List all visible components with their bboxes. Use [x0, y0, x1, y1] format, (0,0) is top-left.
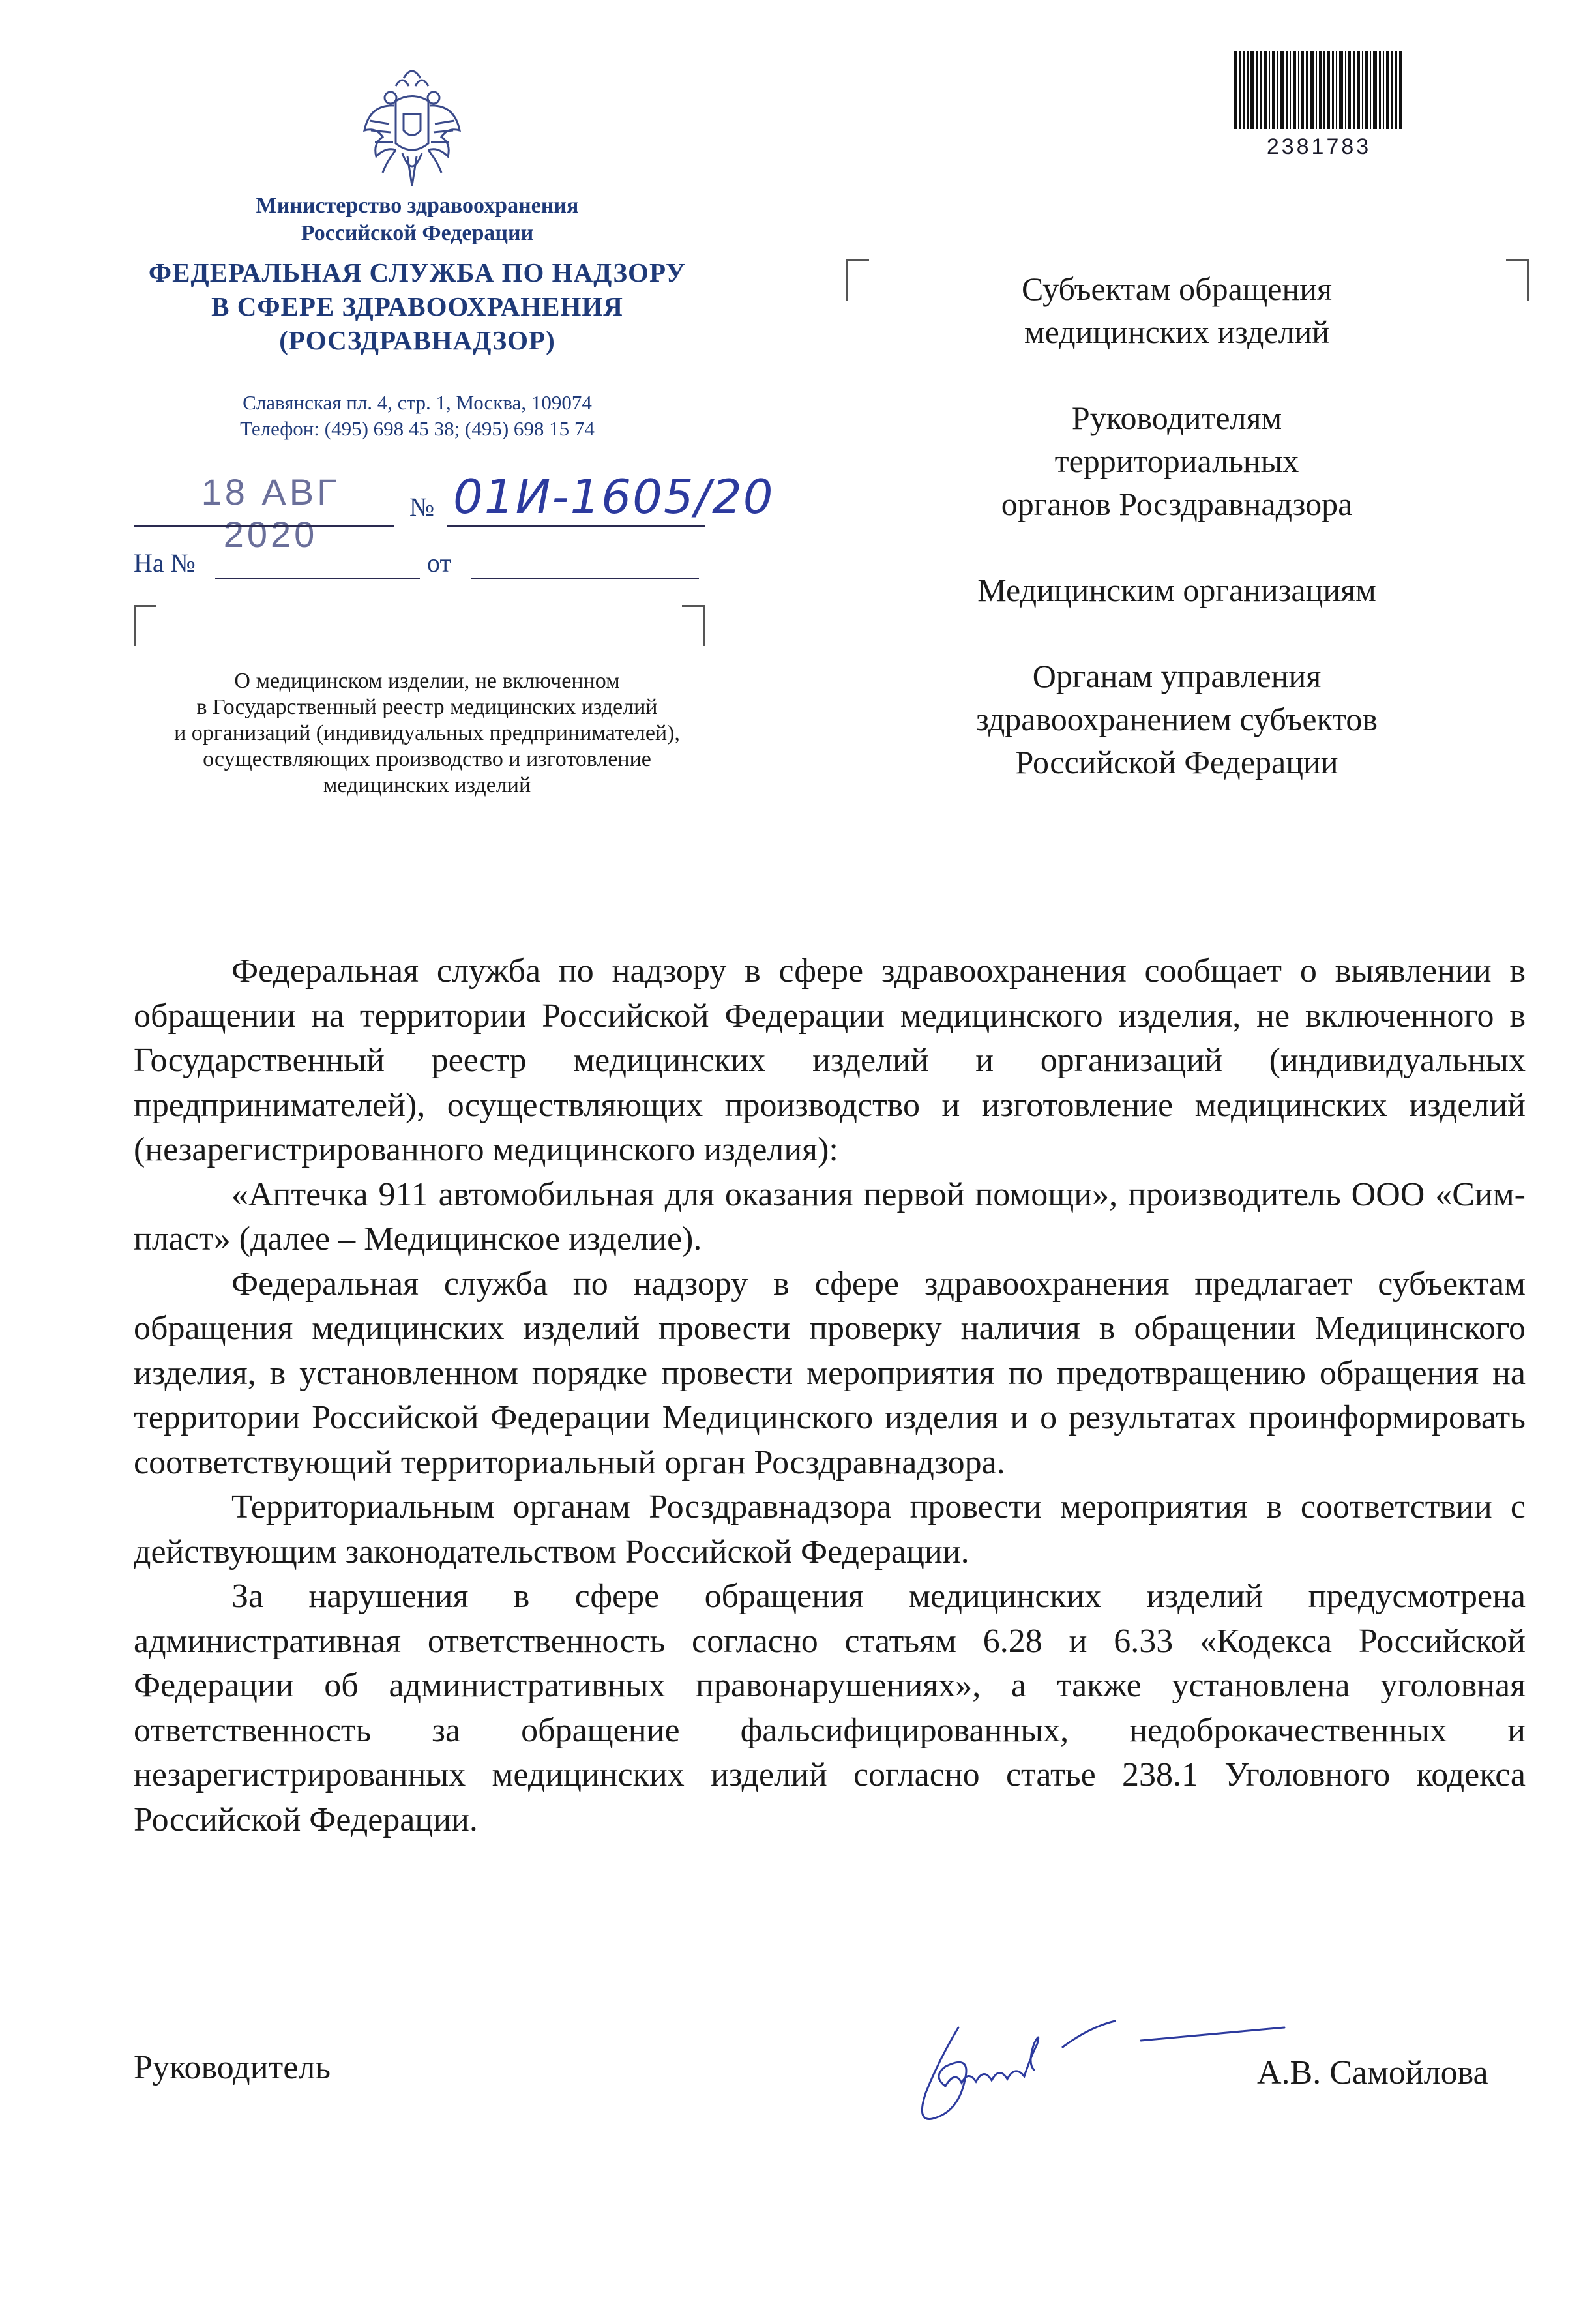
addressee-line: Российской Федерации — [1015, 744, 1338, 780]
addressee-group — [854, 267, 1500, 353]
ministry-line: Министерство здравоохранения — [256, 194, 579, 218]
number-label: № — [409, 492, 435, 522]
addressee-group — [854, 568, 1500, 612]
reply-date-blank — [471, 578, 699, 579]
subject-line: осуществляющих производство и изготовление — [203, 747, 651, 771]
registration-date-stamp: 18 АВГ 2020 — [201, 471, 340, 555]
subject-line: в Государственный реестр медицинских изделий — [196, 695, 658, 719]
barcode-icon — [1234, 51, 1404, 129]
ministry-line: Российской Федерации — [301, 221, 534, 245]
address-line: Телефон: (495) 698 45 38; (495) 698 15 74 — [240, 417, 595, 440]
signatory-name: А.В. Самойлова — [1257, 2054, 1488, 2091]
number-underline — [447, 525, 705, 527]
addressee-line: Субъектам обращения — [1022, 271, 1332, 307]
addressee-line: Медицинским организациям — [977, 572, 1376, 608]
service-line: ФЕДЕРАЛЬНАЯ СЛУЖБА ПО НАДЗОРУ — [148, 258, 687, 288]
addressee-line: территориальных — [1054, 443, 1299, 479]
body-paragraph: Федеральная служба по надзору в сфере здравоохранения сообщает о выявлении в обращении на территории Российской Федерации медицинского изделия, не включенного в Государственный реестр медицинских изделий и организаций (индивидуальных предпринимателей), осуществляющих производство и изготовление медицинских изделий (незарегистрированного медицинского изделия): — [134, 952, 1526, 1168]
subject-corner-left — [134, 605, 156, 646]
handwritten-signature-icon — [867, 2008, 1323, 2138]
addressee-line: Руководителям — [1071, 400, 1282, 436]
addressee-line: здравоохранением субъектов — [975, 701, 1378, 737]
addressee-corner-right — [1506, 259, 1529, 301]
address-line: Славянская пл. 4, стр. 1, Москва, 109074 — [243, 391, 592, 414]
body-paragraph: За нарушения в сфере обращения медицинских изделий предусмотрена административная ответственность согласно статьям 6.28 и 6.33 «Кодекса Российской Федерации об административных правонарушениях», а также установлена уголовная ответственность за обращение фальсифицированных, недоброкачественных и незарегистрированных медицинских изделий согласно статье 238.1 Уголовного кодекса Российской Федерации. — [134, 1578, 1526, 1838]
addressee-line: медицинских изделий — [1024, 314, 1330, 350]
barcode-number: 2381783 — [1266, 134, 1372, 159]
addressee-block — [854, 267, 1500, 827]
body-paragraph: «Аптечка 911 автомобильная для оказания первой помощи», производитель ООО «Сим-пласт» (далее – Медицинское изделие). — [134, 1175, 1526, 1258]
service-line: (РОСЗДРАВНАДЗОР) — [279, 325, 555, 355]
subject-line: О медицинском изделии, не включенном — [234, 669, 620, 693]
coat-of-arms-emblem-icon — [357, 65, 467, 196]
sender-address — [137, 390, 698, 442]
date-underline — [134, 525, 394, 527]
subject-line: и организаций (индивидуальных предпринимателей), — [174, 721, 680, 745]
addressee-line: органов Росздравнадзора — [1001, 486, 1353, 522]
reply-to-number-label: На № — [134, 548, 196, 578]
addressee-line: Органам управления — [1032, 658, 1322, 694]
ministry-name — [130, 192, 704, 247]
reply-from-label: от — [427, 548, 451, 578]
letter-body — [134, 949, 1526, 1842]
body-paragraph: Территориальным органам Росздравнадзора провести мероприятия в соответствии с действующим законодательством Российской Федерации. — [134, 1488, 1526, 1570]
service-line: В СФЕРЕ ЗДРАВООХРАНЕНИЯ — [211, 291, 623, 321]
body-paragraph: Федеральная служба по надзору в сфере здравоохранения предлагает субъектам обращения медицинских изделий провести проверку наличия в обращении Медицинского изделия, в установленном порядке провести мероприятия по предотвращению обращения на территории Российской Федерации Медицинского изделия и о результатах проинформировать соответствующий территориальный орган Росздравнадзора. — [134, 1265, 1526, 1481]
reply-number-blank — [215, 578, 420, 579]
letter-subject — [114, 668, 740, 799]
addressee-group — [854, 655, 1500, 784]
document-number-handwritten: 01И-1605/20 — [453, 469, 775, 524]
subject-line: медицинских изделий — [323, 773, 531, 797]
subject-corner-right — [682, 605, 705, 646]
service-name — [91, 256, 743, 357]
addressee-group — [854, 396, 1500, 525]
signatory-role: Руководитель — [134, 2049, 331, 2086]
